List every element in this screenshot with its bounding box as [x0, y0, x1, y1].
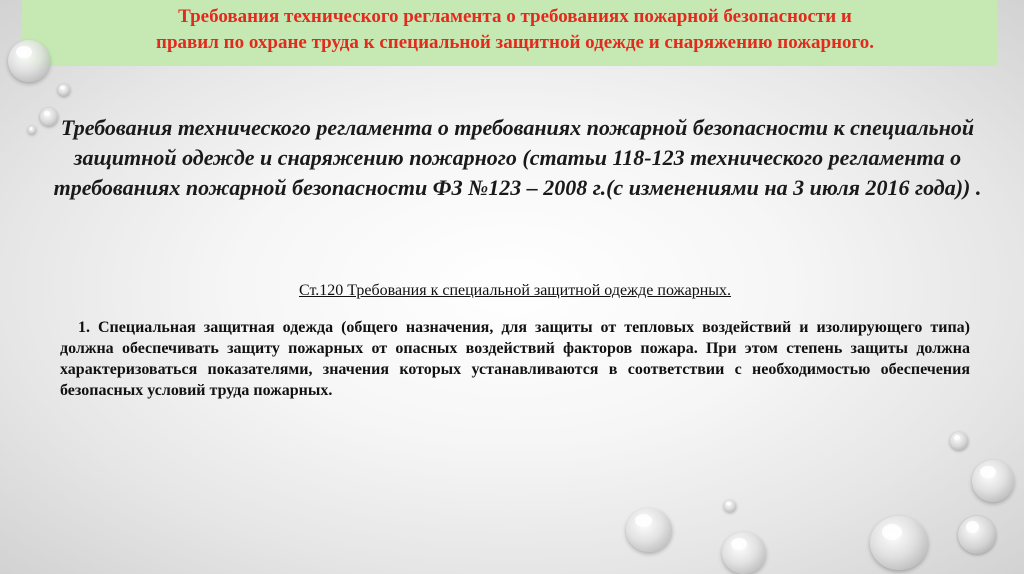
- water-droplet-icon: [28, 126, 36, 134]
- article-body-text: 1. Специальная защитная одежда (общего назначения, для защиты от тепловых воздействий и изолирующего типа) должна обеспечивать защиту пожарных от опасных воздействий факторов пожара. При этом степень защиты должна характеризоваться показателями, значения которых устанавливаются в соответствии с необходимостью обеспечения безопасных условий труда пожарных.: [60, 319, 970, 399]
- article-title: Ст.120 Требования к специальной защитной одежде пожарных.: [298, 282, 732, 299]
- water-droplet-icon: [626, 508, 672, 552]
- article-body: [60, 317, 970, 401]
- water-droplet-icon: [870, 516, 928, 570]
- water-droplet-icon: [722, 532, 766, 574]
- water-droplet-icon: [40, 108, 58, 126]
- header-title-line-2: правил по охране труда к специальной защитной одежде и снаряжению пожарного.: [156, 32, 874, 53]
- water-droplet-icon: [950, 432, 968, 450]
- water-droplet-icon: [8, 40, 50, 82]
- water-droplet-icon: [58, 84, 70, 96]
- water-droplet-icon: [972, 460, 1014, 502]
- slide-header-title: [30, 4, 1000, 56]
- slide-heading: Требования технического регламента о требованиях пожарной безопасности к специальной защитной одежде и снаряжению пожарного (статьи 118-123 технического регламента о требованиях пожарной безопасности ФЗ №123 – 2008 г.(с изменениями на 3 июля 2016 года)) .: [53, 115, 982, 200]
- water-droplet-icon: [724, 500, 736, 512]
- header-title-line-1: Требования технического регламента о требованиях пожарной безопасности и: [178, 6, 852, 27]
- water-droplet-icon: [958, 516, 996, 554]
